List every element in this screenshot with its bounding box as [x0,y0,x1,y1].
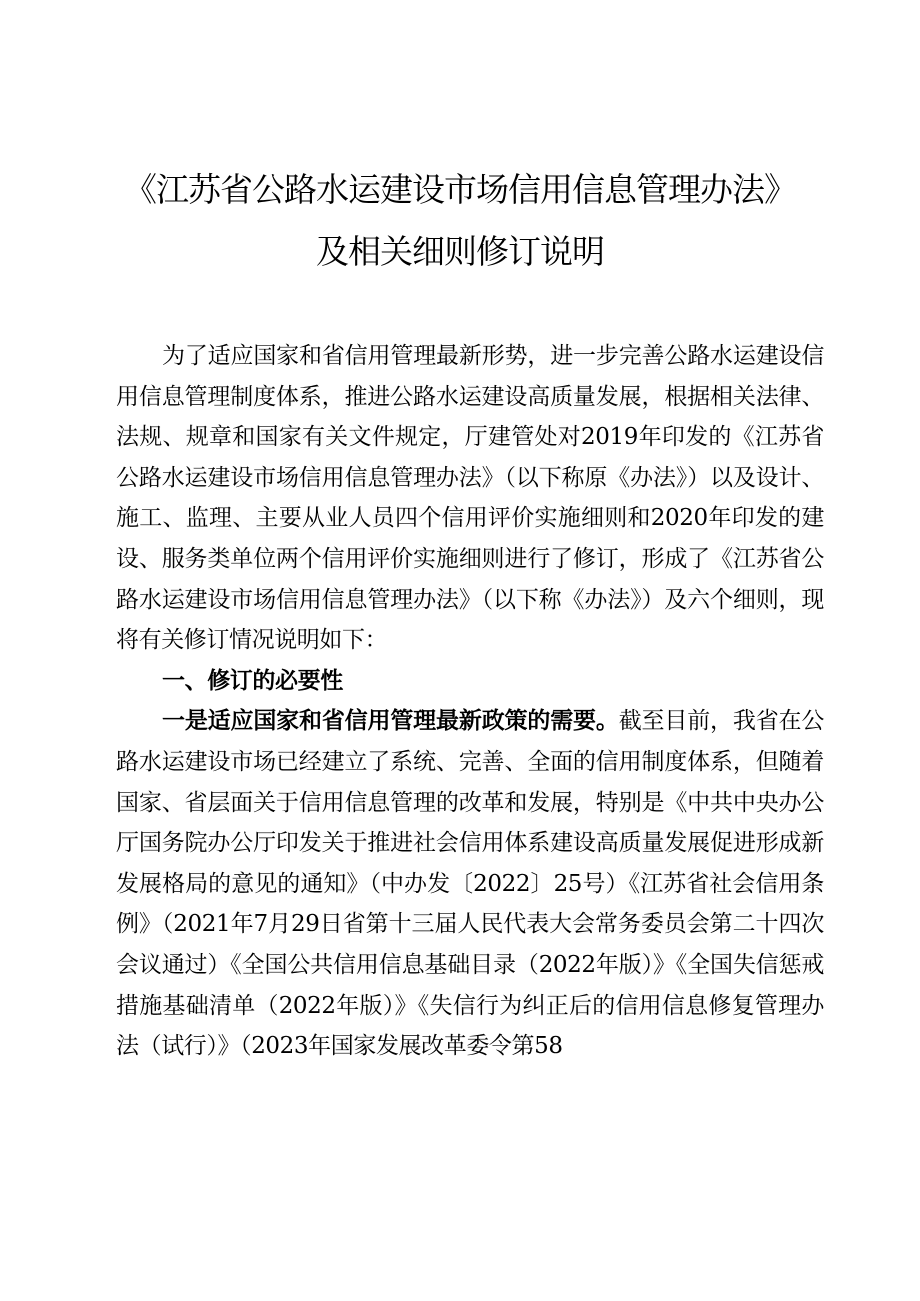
point-1-paragraph [116,701,824,1066]
point-1-text: 截至目前，我省在公路水运建设市场已经建立了系统、完善、全面的信用制度体系，但随着国家、省层面关于信用信息管理的改革和发展，特别是《中共中央办公厅国务院办公厅印发关于推进社会信用体系建设高质量发展促进形成新发展格局的意见的通知》（中办发〔2022〕25号）《江苏省社会信用条例》（2021年7月29日省第十三届人民代表大会常务委员会第二十四次会议通过）《全国公共信用信息基础目录（2022年版）》《全国失信惩戒措施基础清单（2022年版）》《失信行为纠正后的信用信息修复管理办法（试行）》（2023年国家发展改革委令第58 [116,708,824,1060]
document-title-line-1: 《江苏省公路水运建设市场信用信息管理办法》 [124,170,796,209]
point-1-lead: 一是适应国家和省信用管理最新政策的需要。 [162,708,619,735]
document-title-line-2: 及相关细则修订说明 [316,232,604,271]
document-body [116,336,824,1067]
section-heading-necessity: 一、修订的必要性 [162,667,343,694]
intro-paragraph: 为了适应国家和省信用管理最新形势，进一步完善公路水运建设信用信息管理制度体系，推进公路水运建设高质量发展，根据相关法律、法规、规章和国家有关文件规定，厅建管处对2019年印发的《江苏省公路水运建设市场信用信息管理办法》（以下称原《办法》）以及设计、施工、监理、主要从业人员四个信用评价实施细则和2020年印发的建设、服务类单位两个信用评价实施细则进行了修订，形成了《江苏省公路水运建设市场信用信息管理办法》（以下称《办法》）及六个细则，现将有关修订情况说明如下： [116,343,824,654]
